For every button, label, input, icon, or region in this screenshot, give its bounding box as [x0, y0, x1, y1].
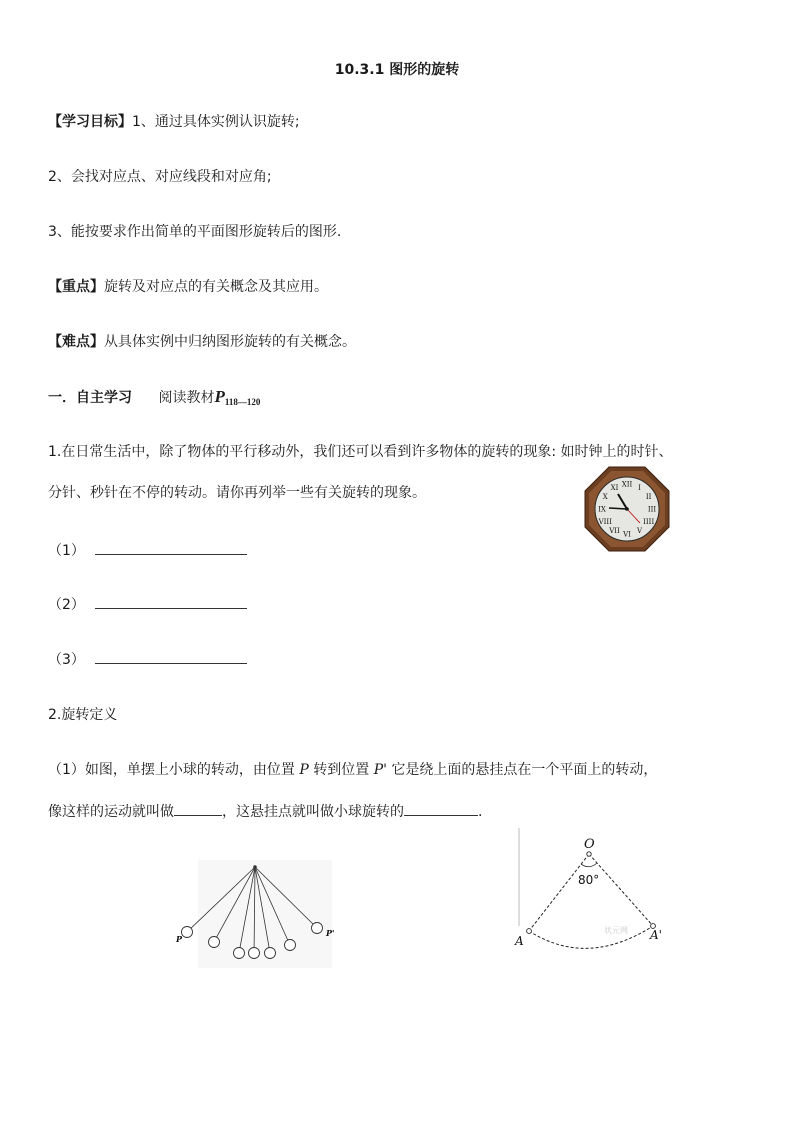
q2-text-e: ，这悬挂点就叫做小球旋转的	[222, 804, 404, 820]
pendulum-ball	[209, 937, 220, 948]
pendulum-ball	[265, 948, 276, 959]
pendulum-label-p-prime: P'	[326, 928, 335, 938]
radius-oa-prime	[589, 854, 653, 926]
blank-label-3: （3）	[48, 652, 85, 668]
pendulum-ball	[312, 923, 323, 934]
radius-oa	[529, 854, 589, 931]
clock-numeral: I	[638, 483, 641, 492]
goal-item-3: 3、能按要求作出简单的平面图形旋转后的图形.	[48, 224, 342, 240]
learning-goals-line	[48, 112, 300, 132]
clock-numeral: X	[602, 493, 608, 501]
rotation-arc	[529, 926, 653, 948]
clock-image	[585, 467, 669, 551]
angle-arc	[581, 863, 597, 867]
pendulum-pivot	[253, 865, 257, 869]
answer-blank-row-3	[48, 649, 247, 670]
answer-blank-row-1	[48, 540, 247, 561]
clock-numeral: IIII	[643, 518, 655, 526]
pendulum-figure	[172, 860, 335, 968]
clock-minute-hand	[609, 508, 627, 509]
pendulum-ball	[285, 940, 296, 951]
point-a	[527, 929, 532, 934]
clock-numeral: V	[636, 527, 643, 536]
label-a-prime: A'	[650, 928, 662, 942]
q2-var-p-prime: P'	[373, 762, 387, 778]
pendulum-ball	[234, 948, 245, 959]
clock-numeral: II	[645, 493, 652, 501]
q2-paragraph-line-1	[48, 760, 657, 780]
pendulum-label-p: P	[176, 934, 183, 944]
clock-numeral: VII	[609, 527, 620, 536]
clock-numeral: XI	[610, 483, 619, 492]
blank-label-2: （2）	[48, 597, 85, 613]
q2-text-f: .	[478, 804, 483, 820]
learning-goals-label: 【学习目标】	[48, 114, 132, 130]
reading-instruction: 阅读教材	[158, 390, 215, 406]
q1-line-1: 1.在日常生活中，除了物体的平行移动外，我们还可以看到许多物体的旋转的现象: 如时钟上的时针、	[48, 444, 673, 460]
section-heading: 一．自主学习	[48, 390, 132, 406]
clock-numeral: III	[647, 505, 657, 514]
answer-blank-row-2	[48, 594, 247, 615]
key-point-line	[48, 277, 328, 297]
q2-text-a: （1）如图，单摆上小球的转动，由位置	[48, 762, 300, 778]
key-point-label: 【重点】	[48, 279, 104, 295]
clock-numeral: VIII	[598, 518, 612, 526]
answer-blank-1[interactable]	[95, 540, 247, 555]
difficulty-line	[48, 332, 356, 352]
answer-blank-2[interactable]	[95, 594, 247, 609]
page-title: 10.3.1 图形的旋转	[334, 62, 460, 78]
q2-text-d: 像这样的运动就叫做	[48, 804, 174, 820]
pendulum-ball	[249, 948, 260, 959]
label-a: A	[515, 934, 524, 948]
blank-label-1: （1）	[48, 543, 85, 559]
page-ref-range: 118—120	[224, 397, 261, 407]
q2-heading: 2.旋转定义	[48, 707, 118, 723]
answer-blank-rotation[interactable]	[174, 801, 222, 816]
clock-numeral: XII	[621, 480, 633, 489]
rotation-arc-figure	[512, 828, 672, 956]
answer-blank-3[interactable]	[95, 649, 247, 664]
q2-text-c: 它是绕上面的悬挂点在一个平面上的转动，	[386, 762, 658, 778]
clock-numeral: VI	[623, 530, 631, 539]
angle-label: 80°	[578, 873, 600, 887]
watermark: 状元网	[604, 926, 628, 935]
difficulty-text: 从具体实例中归纳图形旋转的有关概念。	[104, 334, 356, 350]
answer-blank-center[interactable]	[404, 801, 478, 816]
label-o: O	[584, 837, 595, 852]
section-heading-line	[48, 387, 260, 412]
q1-line-2: 分针、秒针在不停的转动。请你再列举一些有关旋转的现象。	[48, 485, 426, 501]
goal-item-2: 2、会找对应点、对应线段和对应角;	[48, 169, 272, 185]
q2-var-p: P	[299, 762, 309, 778]
center-point-o	[587, 852, 591, 856]
page-ref-letter: P	[214, 387, 225, 406]
goal-item-1: 1、通过具体实例认识旋转;	[132, 114, 300, 130]
pendulum-ball	[182, 927, 193, 938]
clock-numeral: IX	[598, 505, 606, 514]
difficulty-label: 【难点】	[48, 334, 104, 350]
q2-paragraph-line-2	[48, 801, 482, 822]
q2-text-b: 转到位置	[308, 762, 374, 778]
key-point-text: 旋转及对应点的有关概念及其应用。	[104, 279, 328, 295]
